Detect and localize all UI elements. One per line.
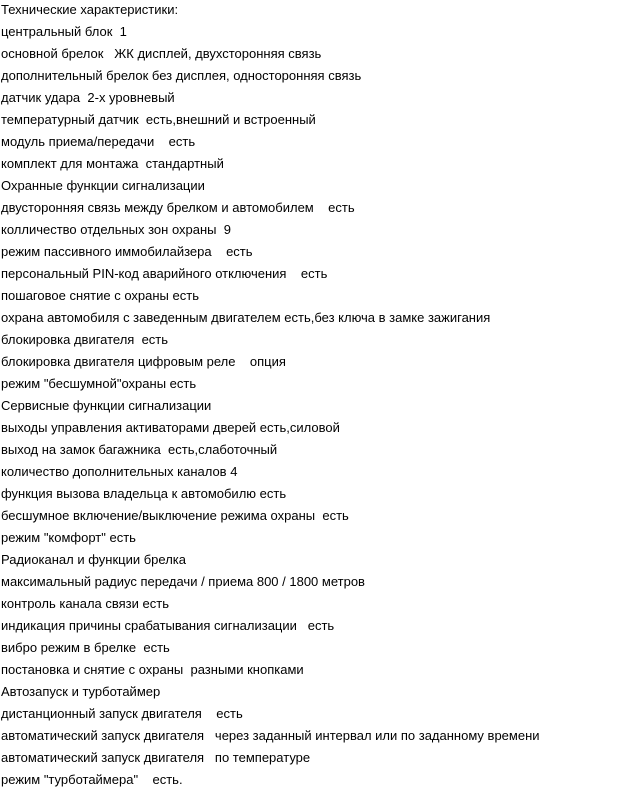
spec-line: индикация причины срабатывания сигнализации есть (1, 618, 335, 633)
spec-line: выход на замок багажника есть,слаботочный (1, 442, 278, 457)
spec-line: модуль приема/передачи есть (1, 134, 196, 149)
spec-line: максимальный радиус передачи / приема 800 / 1800 метров (1, 574, 365, 589)
spec-line: режим "комфорт" есть (1, 530, 136, 545)
spec-line: двусторонняя связь между брелком и автомобилем есть (1, 200, 355, 215)
spec-line: комплект для монтажа стандартный (1, 156, 224, 171)
section-heading-security: Охранные функции сигнализации (1, 178, 205, 193)
spec-line: автоматический запуск двигателя через заданный интервал или по заданному времени (1, 728, 540, 743)
spec-line: основной брелок ЖК дисплей, двухсторонняя связь (1, 46, 322, 61)
spec-line: персональный PIN-код аварийного отключения есть (1, 266, 328, 281)
spec-line: режим "турботаймера" есть. (1, 772, 183, 787)
spec-line: дополнительный брелок без дисплея, односторонняя связь (1, 68, 362, 83)
spec-line: режим "бесшумной"охраны есть (1, 376, 197, 391)
spec-line: блокировка двигателя цифровым реле опция (1, 354, 286, 369)
section-heading-technical: Технические характеристики: (1, 2, 179, 17)
spec-line: контроль канала связи есть (1, 596, 169, 611)
spec-line: колличество отдельных зон охраны 9 (1, 222, 231, 237)
spec-line: датчик удара 2-х уровневый (1, 90, 175, 105)
spec-line: выходы управления активаторами дверей есть,силовой (1, 420, 340, 435)
spec-line: дистанционный запуск двигателя есть (1, 706, 243, 721)
spec-line: вибро режим в брелке есть (1, 640, 170, 655)
section-heading-radio: Радиоканал и функции брелка (1, 552, 186, 567)
section-heading-service: Сервисные функции сигнализации (1, 398, 212, 413)
spec-line: пошаговое снятие с охраны есть (1, 288, 199, 303)
spec-line: охрана автомобиля с заведенным двигателем есть,без ключа в замке зажигания (1, 310, 491, 325)
spec-line: постановка и снятие с охраны разными кнопками (1, 662, 304, 677)
spec-line: температурный датчик есть,внешний и встроенный (1, 112, 316, 127)
spec-line: бесшумное включение/выключение режима охраны есть (1, 508, 349, 523)
spec-line: функция вызова владельца к автомобилю есть (1, 486, 287, 501)
spec-line: автоматический запуск двигателя по температуре (1, 750, 311, 765)
spec-line: количество дополнительных каналов 4 (1, 464, 238, 479)
section-heading-autostart: Автозапуск и турботаймер (1, 684, 161, 699)
spec-line: режим пассивного иммобилайзера есть (1, 244, 253, 259)
spec-line: блокировка двигателя есть (1, 332, 169, 347)
spec-line: центральный блок 1 (1, 24, 127, 39)
